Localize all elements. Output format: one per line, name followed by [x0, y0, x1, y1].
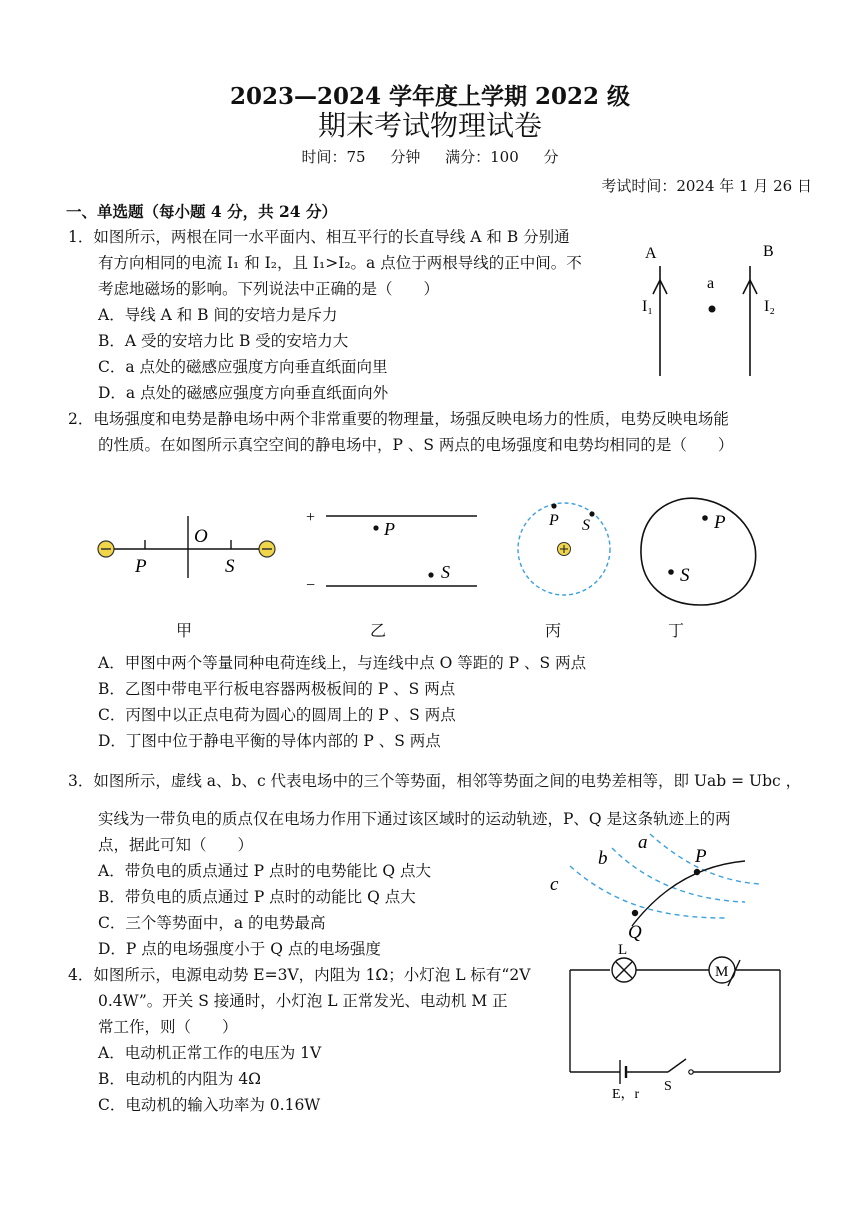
question-1 [68, 224, 582, 406]
switch-icon [668, 1059, 686, 1072]
exam-date: 考试时间：2024 年 1 月 26 日 [601, 177, 812, 195]
caption-yi: 乙 [370, 621, 387, 640]
caption-bing: 丙 [545, 621, 562, 640]
wire-a-label: A [645, 245, 657, 262]
q3-line-2: 实线为一带负电的质点仅在电场力作用下通过该区域时的运动轨迹，P、Q 是这条轨迹上的两 [98, 810, 731, 828]
q3-option-c: C．三个等势面中，a 的电势最高 [98, 914, 326, 932]
current-i2-label: I₂ [764, 298, 775, 315]
q2-line-2: 的性质。在如图所示真空空间的静电场中，P 、S 两点的电场强度和电势均相同的是（ ） [98, 436, 734, 454]
q2-option-c: C．丙图中以正点电荷为圆心的圆周上的 P 、S 两点 [98, 706, 456, 724]
q2-figure-ding [636, 492, 761, 612]
label-o: O [194, 526, 208, 547]
caption-ding: 丁 [668, 621, 685, 640]
q3-line-3: 点，据此可知（ ） [98, 836, 254, 854]
label-s: S [582, 517, 590, 534]
q1-option-d: D．a 点处的磁感应强度方向垂直纸面向外 [98, 384, 389, 402]
q2-option-a: A．甲图中两个等量同种电荷连线上，与连线中点 O 等距的 P 、S 两点 [98, 654, 587, 672]
title-line-2: 期末考试物理试卷 [317, 109, 542, 142]
lamp-label: L [618, 942, 628, 958]
q4-circuit-figure [560, 940, 790, 1100]
q1-option-b: B．A 受的安培力比 B 受的安培力大 [98, 332, 349, 350]
q4-line-1: 4．如图所示，电源电动势 E=3V，内阻为 1Ω；小灯泡 L 标有“2V [68, 966, 531, 984]
question-2 [68, 406, 733, 458]
label-b: b [598, 848, 608, 869]
q2-line-1: 2．电场强度和电势是静电场中两个非常重要的物理量，场强反映电场力的性质，电势反映电场能 [68, 410, 729, 428]
q3-option-d: D．P 点的电场强度小于 Q 点的电场强度 [98, 940, 381, 958]
caption-jia: 甲 [176, 621, 193, 640]
q1-line-2: 有方向相同的电流 I₁ 和 I₂，且 I₁>I₂。a 点位于两根导线的正中间。不 [98, 254, 582, 272]
q1-wire-figure [630, 236, 790, 381]
label-q: Q [628, 922, 642, 943]
plate-plus-label: + [306, 509, 316, 526]
label-p: P [135, 556, 147, 577]
point-a-dot [709, 306, 716, 313]
switch-label: S [664, 1079, 672, 1094]
q3-option-b: B．带负电的质点通过 P 点时的动能比 Q 点大 [98, 888, 416, 906]
q2-option-d: D．丁图中位于静电平衡的导体内部的 P 、S 两点 [98, 732, 441, 750]
q1-line-3: 考虑地磁场的影响。下列说法中正确的是（ ） [98, 280, 440, 298]
q2-options [98, 650, 586, 754]
label-s: S [225, 556, 235, 577]
label-p: P [695, 846, 707, 867]
q2-figure-bing [512, 496, 622, 606]
q4-line-3: 常工作，则（ ） [98, 1018, 238, 1036]
q4-option-c: C．电动机的输入功率为 0.16W [98, 1096, 321, 1114]
q1-line-1: 1．如图所示，两根在同一水平面内、相互平行的长直导线 A 和 B 分别通 [68, 228, 570, 246]
q3-option-a: A．带负电的质点通过 P 点时的电势能比 Q 点大 [98, 862, 432, 880]
q4-option-a: A．电动机正常工作的电压为 1V [98, 1044, 322, 1062]
exam-duration-score: 时间：75 分钟 满分：100 分 [301, 148, 559, 166]
label-p: P [549, 512, 559, 529]
current-i1-label: I₁ [642, 298, 653, 315]
q2-figure-yi [300, 500, 480, 595]
q2-option-b: B．乙图中带电平行板电容器两极板间的 P 、S 两点 [98, 680, 456, 698]
q3-equipotential-figure [540, 826, 790, 946]
question-4 [68, 962, 530, 1118]
point-a-label: a [707, 275, 715, 292]
title-line-1: 2023—2024 学年度上学期 2022 级 [229, 83, 631, 110]
plate-minus-label: − [306, 577, 316, 594]
q2-figure-jia [90, 490, 290, 590]
label-c: c [550, 874, 559, 895]
label-p: P [384, 519, 395, 539]
motor-label: M [715, 964, 729, 980]
label-p: P [714, 512, 726, 533]
q4-line-2: 0.4W”。开关 S 接通时，小灯泡 L 正常发光、电动机 M 正 [98, 992, 508, 1010]
section-heading: 一、单选题（每小题 4 分，共 24 分） [66, 202, 337, 221]
label-a: a [638, 832, 648, 853]
label-s: S [441, 562, 450, 582]
q4-option-b: B．电动机的内阻为 4Ω [98, 1070, 262, 1088]
battery-label: E，r [612, 1087, 640, 1102]
wire-b-label: B [763, 243, 774, 260]
label-s: S [680, 565, 690, 586]
q3-line-1: 3．如图所示，虚线 a、b、c 代表电场中的三个等势面，相邻等势面之间的电势差相等，即 Uab = Ubc ， [68, 772, 802, 790]
q1-option-a: A．导线 A 和 B 间的安培力是斥力 [98, 306, 338, 324]
q1-option-c: C．a 点处的磁感应强度方向垂直纸面向里 [98, 358, 388, 376]
